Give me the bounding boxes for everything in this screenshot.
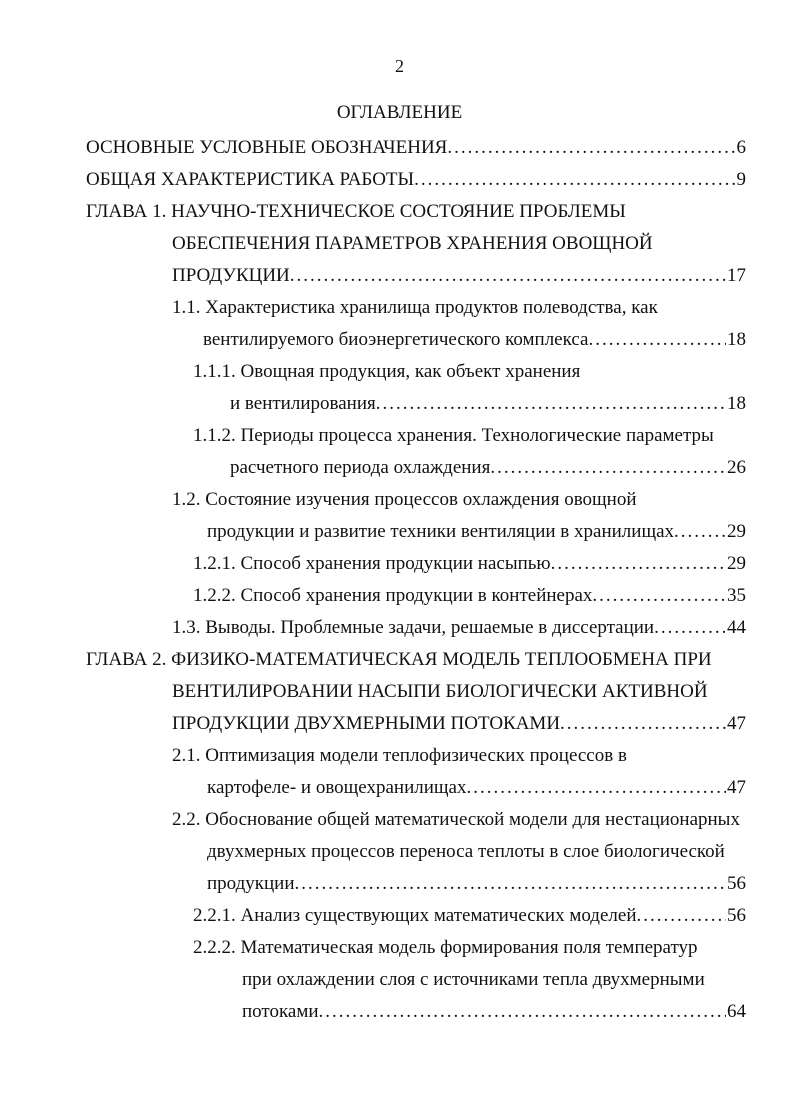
toc-page-number: 44: [727, 617, 746, 638]
leader-dots: [319, 998, 726, 1026]
toc-entry-text: потоками: [242, 1001, 319, 1022]
leader-dots: [295, 870, 726, 898]
toc-entry-general[interactable]: [86, 166, 746, 194]
toc-entry-text: 1.2.1. Способ хранения продукции насыпью: [193, 553, 551, 574]
toc-page-number: 56: [727, 873, 746, 894]
toc-page-number: 18: [727, 329, 746, 350]
toc-chapter1-line3[interactable]: [172, 262, 746, 290]
toc-chapter1-line1[interactable]: ГЛАВА 1. НАУЧНО-ТЕХНИЧЕСКОЕ СОСТОЯНИЕ ПРОБЛЕМЫ: [86, 201, 626, 222]
toc-entry-text: продукции и развитие техники вентиляции в хранилищах: [207, 521, 675, 542]
leader-dots: [466, 774, 726, 802]
toc-chapter2-line1[interactable]: ГЛАВА 2. ФИЗИКО-МАТЕМАТИЧЕСКАЯ МОДЕЛЬ ТЕПЛООБМЕНА ПРИ: [86, 649, 712, 670]
toc-page-number: 18: [727, 393, 746, 414]
toc-page-number: 56: [727, 905, 746, 926]
toc-chapter2-line2: ВЕНТИЛИРОВАНИИ НАСЫПИ БИОЛОГИЧЕСКИ АКТИВНОЙ: [172, 681, 708, 702]
toc-page-number: 6: [736, 137, 746, 158]
toc-entry-text: 1.3. Выводы. Проблемные задачи, решаемые в диссертации: [172, 617, 655, 638]
toc-entry-text: 2.2.1. Анализ существующих математических моделей: [193, 905, 637, 926]
toc-section-1-3[interactable]: [172, 614, 746, 642]
leader-dots: [637, 902, 727, 930]
leader-dots: [588, 326, 726, 354]
toc-section-2-2-line2: двухмерных процессов переноса теплоты в слое биологической: [207, 841, 725, 862]
toc-section-1-1-1-line2[interactable]: [230, 390, 746, 418]
toc-entry-notation[interactable]: [86, 134, 746, 162]
toc-section-1-1-line2[interactable]: [203, 326, 746, 354]
toc-page-number: 17: [727, 265, 746, 286]
toc-entry-text: ОБЩАЯ ХАРАКТЕРИСТИКА РАБОТЫ: [86, 169, 415, 190]
leader-dots: [592, 582, 726, 610]
toc-chapter1-line2: ОБЕСПЕЧЕНИЯ ПАРАМЕТРОВ ХРАНЕНИЯ ОВОЩНОЙ: [172, 233, 653, 254]
toc-section-1-1-2-line2[interactable]: [230, 454, 746, 482]
page-number: 2: [395, 56, 404, 76]
toc-entry-text: расчетного периода охлаждения: [230, 457, 491, 478]
toc-section-2-2-2-line2: при охлаждении слоя с источниками тепла двухмерными: [242, 969, 705, 990]
toc-section-1-2-line2[interactable]: [207, 518, 746, 546]
leader-dots: [654, 614, 726, 642]
toc-section-1-2-1[interactable]: [193, 550, 746, 578]
toc-page-number: 9: [736, 169, 746, 190]
toc-section-1-1-line1[interactable]: 1.1. Характеристика хранилища продуктов полеводства, как: [172, 297, 658, 318]
toc-page-number: 26: [727, 457, 746, 478]
leader-dots: [490, 454, 726, 482]
toc-section-2-1-line1[interactable]: 2.1. Оптимизация модели теплофизических процессов в: [172, 745, 627, 766]
toc-entry-text: ОСНОВНЫЕ УСЛОВНЫЕ ОБОЗНАЧЕНИЯ: [86, 137, 448, 158]
leader-dots: [414, 166, 735, 194]
toc-page-number: 29: [727, 553, 746, 574]
toc-section-1-2-line1[interactable]: 1.2. Состояние изучения процессов охлаждения овощной: [172, 489, 637, 510]
toc-page-number: 29: [727, 521, 746, 542]
leader-dots: [376, 390, 726, 418]
toc-entry-text: ПРОДУКЦИИ: [172, 265, 290, 286]
toc-entry-text: продукции: [207, 873, 295, 894]
toc-entry-text: ПРОДУКЦИИ ДВУХМЕРНЫМИ ПОТОКАМИ: [172, 713, 561, 734]
toc-entry-text: и вентилирования: [230, 393, 376, 414]
leader-dots: [551, 550, 726, 578]
leader-dots: [560, 710, 726, 738]
toc-section-2-2-line3[interactable]: [207, 870, 746, 898]
toc-section-2-1-line2[interactable]: [207, 774, 746, 802]
toc-page-number: 64: [727, 1001, 746, 1022]
leader-dots: [290, 262, 726, 290]
toc-entry-text: картофеле- и овощехранилищах: [207, 777, 467, 798]
toc-section-2-2-line1[interactable]: 2.2. Обоснование общей математической модели для нестационарных: [172, 809, 740, 830]
toc-section-1-1-2-line1[interactable]: 1.1.2. Периоды процесса хранения. Технологические параметры: [193, 425, 714, 446]
leader-dots: [674, 518, 726, 546]
toc-page-number: 47: [727, 713, 746, 734]
toc-page-number: 47: [727, 777, 746, 798]
toc-chapter2-line3[interactable]: [172, 710, 746, 738]
toc-section-1-1-1-line1[interactable]: 1.1.1. Овощная продукция, как объект хранения: [193, 361, 581, 382]
toc-entry-text: 1.2.2. Способ хранения продукции в контейнерах: [193, 585, 593, 606]
toc-section-1-2-2[interactable]: [193, 582, 746, 610]
leader-dots: [447, 134, 735, 162]
toc-title: ОГЛАВЛЕНИЕ: [336, 102, 463, 123]
toc-page-number: 35: [727, 585, 746, 606]
toc-section-2-2-1[interactable]: [193, 902, 746, 930]
toc-section-2-2-2-line1[interactable]: 2.2.2. Математическая модель формирования поля температур: [193, 937, 698, 958]
toc-entry-text: вентилируемого биоэнергетического комплекса: [203, 329, 589, 350]
toc-section-2-2-2-line3[interactable]: [242, 998, 746, 1026]
